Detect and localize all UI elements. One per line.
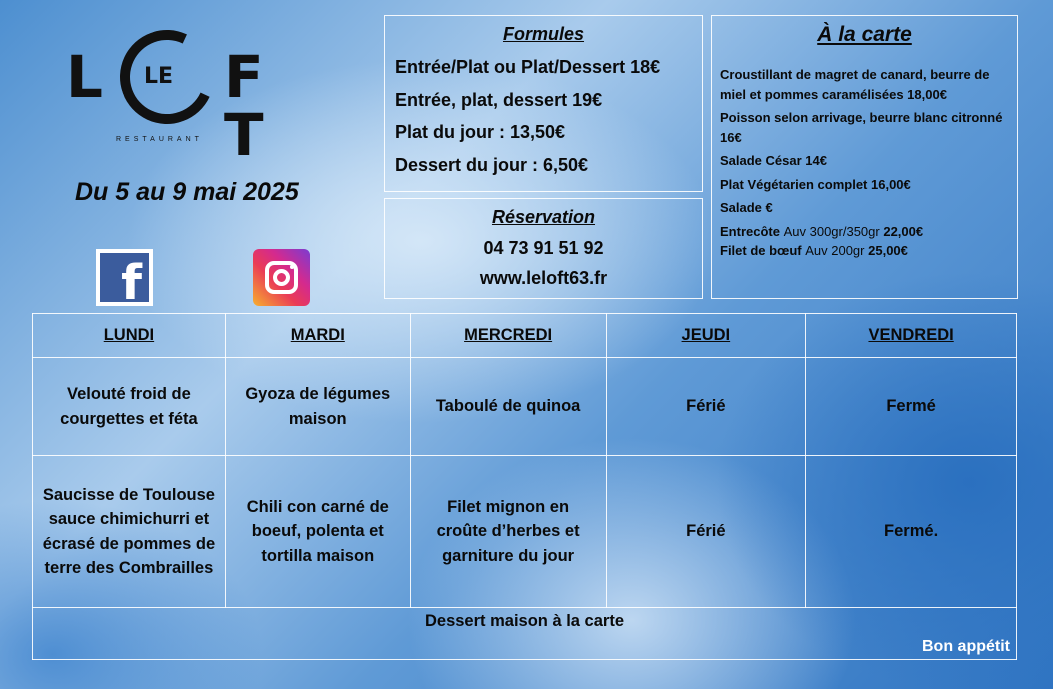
day-header: MERCREDI [410,314,606,358]
entrecote-detail: Auv 300gr/350gr [783,223,880,239]
plats-row [33,456,1017,608]
logo-letter-l: L [66,43,103,111]
entree-cell: Fermé [806,358,1017,456]
formule-item: Entrée, plat, dessert 19€ [395,89,603,110]
menu-dates: Du 5 au 9 mai 2025 [75,178,299,206]
day-header: MARDI [225,314,410,358]
plat-cell: Saucisse de Toulouse sauce chimichurri et écrasé de pommes de terre des Combrailles [33,456,226,608]
restaurant-logo [66,28,336,169]
weekly-menu-table [32,313,1017,660]
day-header: JEUDI [606,314,806,358]
plat-cell: Filet mignon en croûte d’herbes et garniture du jour [410,456,606,608]
carte-item: Salade € [720,200,773,215]
formule-item: Dessert du jour : 6,50€ [395,154,589,175]
reservation-title: Réservation [491,207,596,227]
filet-price: 25,00€ [868,243,908,258]
dessert-text: Dessert maison à la carte [424,612,625,630]
logo-subtitle: RESTAURANT [116,136,203,143]
carte-panel [711,15,1018,299]
carte-item: Croustillant de magret de canard, beurre de miel et pommes caramélisées 18,00€ [720,67,990,102]
carte-item: Salade César 14€ [720,153,827,168]
facebook-glyph: f [100,253,149,302]
day-header: VENDREDI [806,314,1017,358]
carte-title: À la carte [817,23,912,46]
formules-title: Formules [502,24,585,44]
entrecote-price: 22,00€ [883,223,924,239]
days-header-row [33,314,1017,358]
entree-cell: Gyoza de légumes maison [225,358,410,456]
plat-cell: Chili con carné de boeuf, polenta et tortilla maison [225,456,410,608]
entrees-row [33,358,1017,456]
plat-cell: Férié [606,456,806,608]
logo-letters-ft: F T [224,43,294,169]
entree-cell: Velouté froid de courgettes et féta [33,358,226,456]
filet-name: Filet de bœuf [720,243,802,258]
facebook-icon[interactable] [96,249,153,311]
carte-item-filet [720,241,1017,261]
filet-detail: Auv 200gr [805,243,865,258]
plat-cell: Fermé. [806,456,1017,608]
carte-item: Poisson selon arrivage, beurre blanc citronné 16€ [720,110,1003,145]
instagram-icon[interactable] [253,249,310,306]
dessert-row [33,608,1017,660]
closing-text: Bon appétit [922,637,1010,655]
entree-cell: Taboulé de quinoa [410,358,606,456]
reservation-panel [384,198,703,299]
reservation-website[interactable]: www.leloft63.fr [479,268,608,288]
formules-panel [384,15,703,192]
logo-le: LE [144,64,174,89]
formule-item: Entrée/Plat ou Plat/Dessert 18€ [395,57,661,77]
reservation-phone[interactable]: 04 73 91 51 92 [483,238,604,258]
formules-list [385,51,702,181]
entrecote-name: Entrecôte [720,223,780,239]
formule-item: Plat du jour : 13,50€ [395,122,566,142]
day-header: LUNDI [33,314,226,358]
carte-item-entrecote [720,222,1017,242]
carte-list [712,65,1017,261]
carte-item: Plat Végétarien complet 16,00€ [720,176,911,192]
entree-cell: Férié [606,358,806,456]
dessert-cell [33,608,1017,660]
